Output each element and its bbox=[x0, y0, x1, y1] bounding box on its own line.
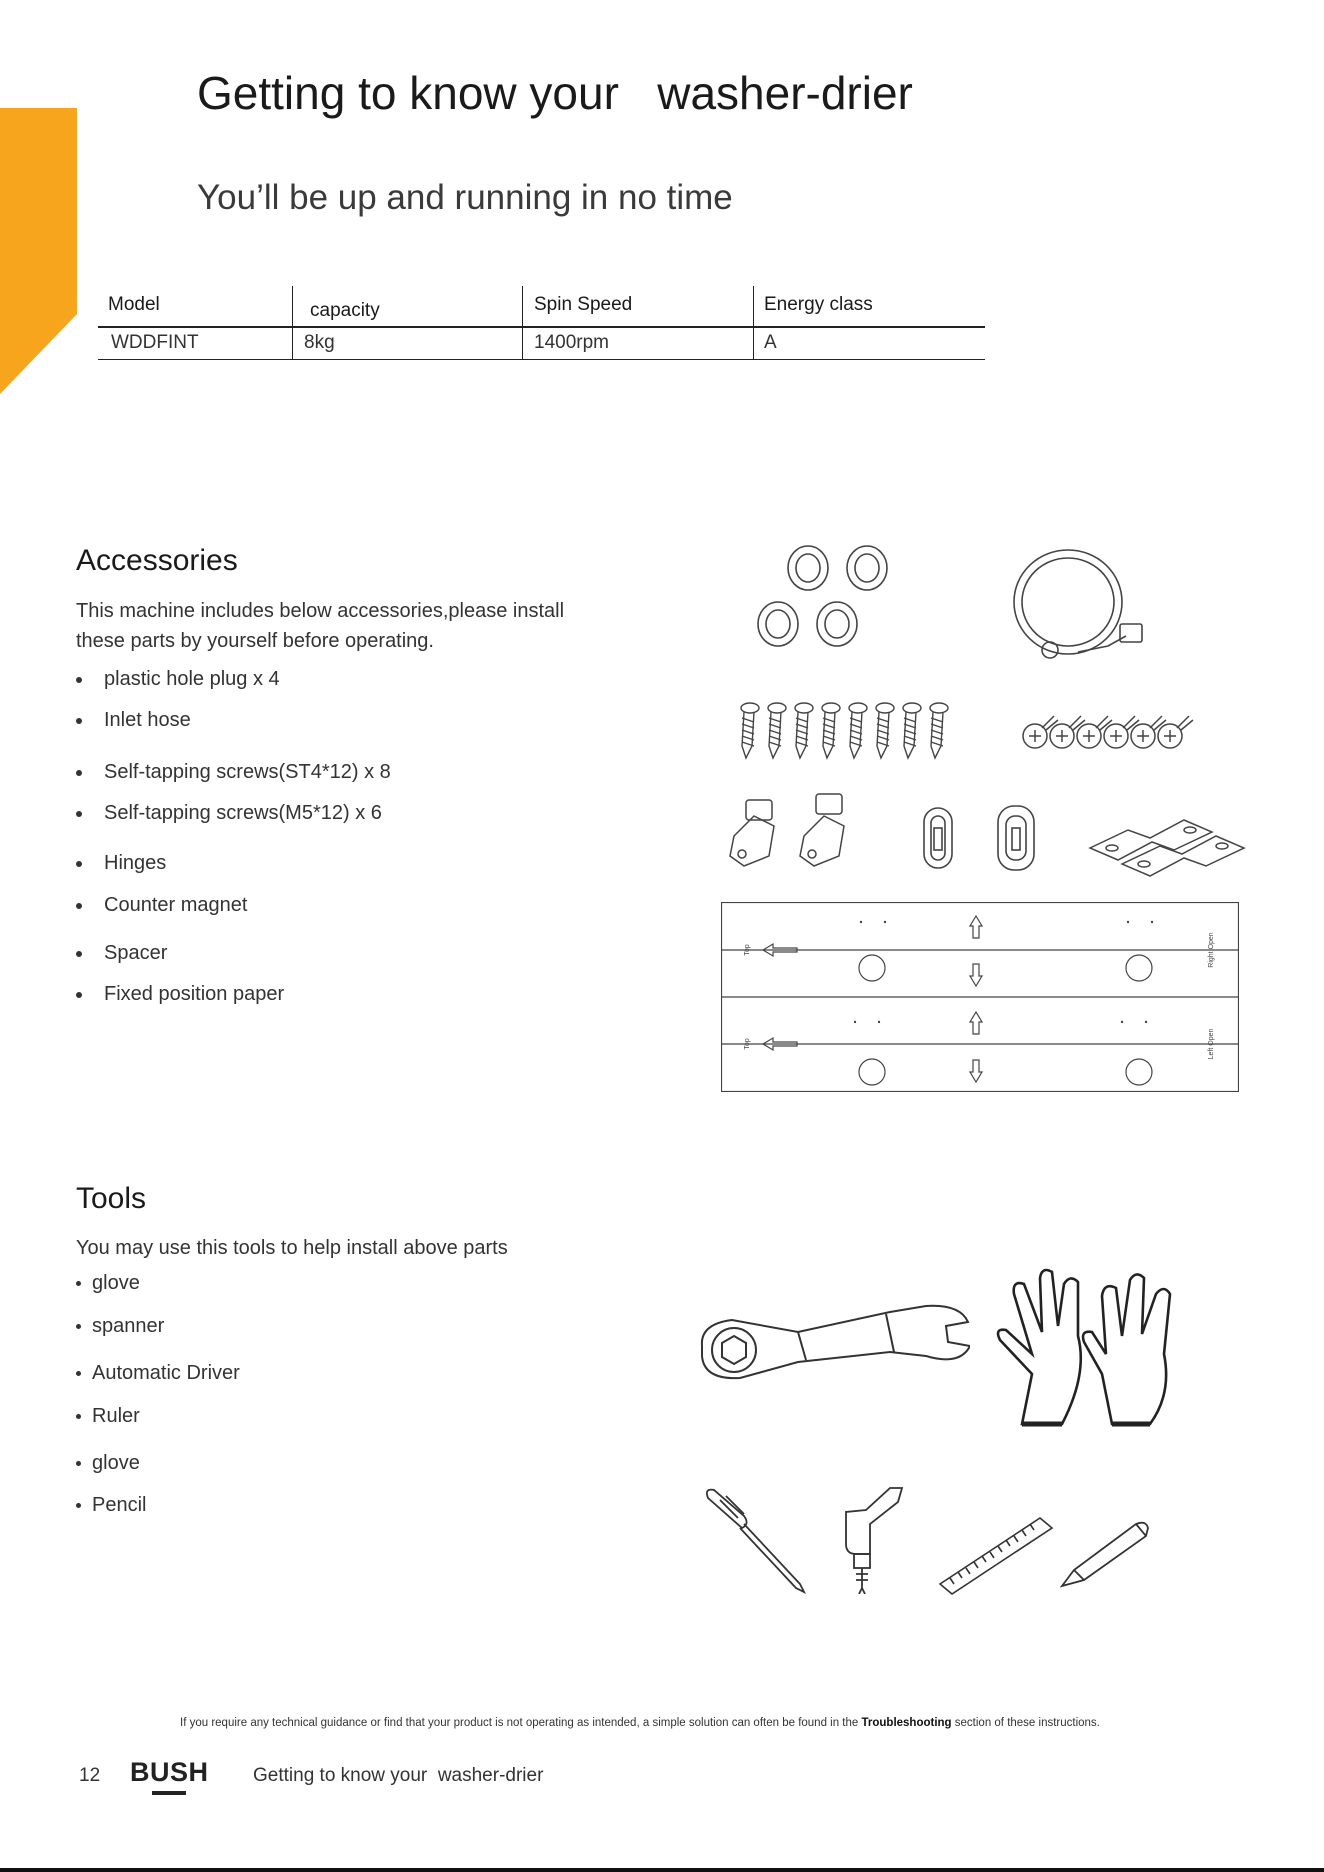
list-item-text: plastic hole plug x 4 bbox=[104, 668, 280, 690]
bullet-icon bbox=[76, 1461, 81, 1466]
spanner-illustration bbox=[690, 1296, 970, 1388]
list-item-text: Automatic Driver bbox=[92, 1362, 240, 1384]
list-item-text: Self-tapping screws(ST4*12) x 8 bbox=[104, 761, 391, 783]
counter-magnet-illustration bbox=[922, 804, 1044, 874]
list-item bbox=[76, 852, 166, 875]
list-item bbox=[76, 1362, 240, 1385]
spec-header-model: Model bbox=[108, 294, 160, 315]
spec-cell-energy-class: A bbox=[764, 332, 777, 353]
list-item bbox=[76, 1272, 140, 1295]
template-label-right-open: Right Open bbox=[1208, 932, 1215, 968]
list-item-text: Self-tapping screws(M5*12) x 6 bbox=[104, 802, 382, 824]
footer-section-title: Getting to know your washer-drier bbox=[253, 1765, 544, 1786]
page-subtitle: You’ll be up and running in no time bbox=[197, 178, 733, 217]
bullet-icon bbox=[76, 1281, 81, 1286]
template-label-top: Top bbox=[744, 944, 751, 956]
page-title: Getting to know your washer-drier bbox=[197, 67, 913, 119]
accessories-intro-line: these parts by yourself before operating. bbox=[76, 630, 434, 652]
bullet-icon bbox=[76, 992, 82, 998]
accessories-heading: Accessories bbox=[76, 544, 238, 577]
screwdriver-illustration bbox=[704, 1484, 812, 1594]
troubleshooting-note bbox=[180, 1717, 1100, 1729]
spec-table bbox=[98, 286, 985, 360]
template-label-top: Top bbox=[744, 1038, 751, 1050]
gloves-illustration bbox=[992, 1254, 1192, 1434]
list-item bbox=[76, 1494, 146, 1517]
table-bottom-rule bbox=[98, 359, 985, 360]
bullet-icon bbox=[76, 903, 82, 909]
list-item-text: spanner bbox=[92, 1315, 165, 1337]
list-item bbox=[76, 942, 167, 965]
spec-cell-spin-speed: 1400rpm bbox=[534, 332, 609, 353]
tools-heading: Tools bbox=[76, 1182, 147, 1215]
spec-header-energy-class: Energy class bbox=[764, 294, 873, 315]
list-item-text: Ruler bbox=[92, 1405, 140, 1427]
list-item-text: glove bbox=[92, 1452, 140, 1474]
screws-m5-illustration bbox=[1022, 708, 1194, 754]
bush-logo: BUSH bbox=[130, 1757, 209, 1787]
bullet-icon bbox=[76, 1371, 81, 1376]
tools-intro: You may use this tools to help install above parts bbox=[76, 1237, 508, 1259]
list-item-text: Counter magnet bbox=[104, 894, 248, 916]
spacer-illustration bbox=[1088, 802, 1252, 882]
pencil-illustration bbox=[1060, 1518, 1152, 1588]
list-item-text: Inlet hose bbox=[104, 709, 191, 731]
fixed-position-paper-illustration bbox=[721, 902, 1239, 1092]
spec-header-spin-speed: Spin Speed bbox=[534, 294, 633, 315]
bullet-icon bbox=[76, 1324, 81, 1329]
table-header-rule bbox=[98, 326, 985, 328]
list-item-text: Spacer bbox=[104, 942, 168, 964]
list-item bbox=[76, 668, 280, 691]
hinges-illustration bbox=[724, 786, 869, 876]
list-item-text: Hinges bbox=[104, 852, 167, 874]
bullet-icon bbox=[76, 811, 82, 817]
bullet-icon bbox=[76, 677, 82, 683]
list-item bbox=[76, 761, 391, 784]
table-divider bbox=[292, 286, 293, 360]
bullet-icon bbox=[76, 1503, 81, 1508]
bottom-rule bbox=[0, 1868, 1324, 1872]
list-item bbox=[76, 894, 247, 917]
accessories-intro bbox=[76, 596, 636, 656]
list-item bbox=[76, 1315, 164, 1338]
spec-cell-model: WDDFINT bbox=[111, 332, 199, 353]
hole-plug-illustration bbox=[750, 540, 900, 655]
list-item-text: Pencil bbox=[92, 1494, 147, 1516]
bullet-icon bbox=[76, 951, 82, 957]
table-divider bbox=[753, 286, 754, 360]
bullet-icon bbox=[76, 718, 82, 724]
logo-underline bbox=[152, 1791, 186, 1795]
note-text: section of these instructions. bbox=[951, 1717, 1100, 1729]
ruler-illustration bbox=[938, 1514, 1054, 1596]
inlet-hose-illustration bbox=[1008, 546, 1148, 666]
accessories-intro-line: This machine includes below accessories,please install bbox=[76, 600, 565, 622]
spec-cell-capacity: 8kg bbox=[304, 332, 335, 353]
list-item bbox=[76, 1452, 140, 1475]
orange-tab-accent bbox=[0, 108, 77, 394]
template-label-left-open: Left Open bbox=[1208, 1028, 1215, 1060]
list-item-text: glove bbox=[92, 1272, 140, 1294]
list-item bbox=[76, 1405, 140, 1428]
spec-header-capacity: capacity bbox=[310, 300, 380, 321]
page-number: 12 bbox=[79, 1765, 101, 1786]
troubleshooting-link-text: Troubleshooting bbox=[861, 1717, 952, 1729]
list-item bbox=[76, 983, 284, 1006]
table-divider bbox=[522, 286, 523, 360]
bullet-icon bbox=[76, 770, 82, 776]
note-text: If you require any technical guidance or find that your product is not operating as intended, a simple solution can often be found in the bbox=[180, 1717, 862, 1729]
list-item bbox=[76, 802, 382, 825]
automatic-driver-illustration bbox=[842, 1484, 906, 1594]
bullet-icon bbox=[76, 1414, 81, 1419]
screws-st4-illustration bbox=[738, 700, 960, 760]
list-item bbox=[76, 709, 191, 732]
list-item-text: Fixed position paper bbox=[104, 983, 285, 1005]
bullet-icon bbox=[76, 861, 82, 867]
